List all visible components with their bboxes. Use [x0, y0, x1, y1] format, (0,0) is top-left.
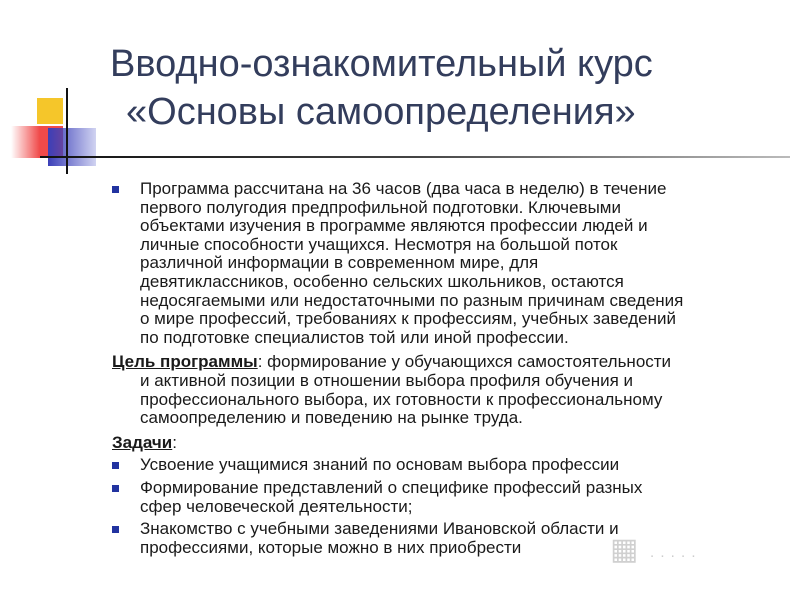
intro-line: о мире профессий, требованиях к профессиям, учебных заведений [140, 309, 676, 329]
task-line: сфер человеческой деятельности; [140, 496, 413, 516]
slide-title-line-1: Вводно-ознакомительный курс [110, 43, 653, 85]
goal-line: и активной позиции в отношении выбора профиля обучения и [140, 370, 634, 390]
intro-paragraph [140, 180, 782, 347]
bullet-square-icon [112, 186, 119, 193]
task-item [112, 456, 782, 475]
intro-bullet [112, 180, 782, 347]
intro-line: по подготовке специалистов той или иной профессии. [140, 327, 569, 347]
tasks-colon: : [172, 432, 177, 452]
bullet-square-icon [112, 462, 119, 469]
task-line: Формирование представлений о специфике профессий разных [140, 477, 643, 497]
intro-line: личные способности учащихся. Несмотря на большой поток [140, 234, 618, 254]
presentation-watermark-icon: ▦ [610, 533, 640, 566]
intro-line: объектами изучения в программе являются профессии людей и [140, 216, 648, 236]
intro-line: девятиклассников, особенно сельских школьников, остаются [140, 271, 624, 291]
task-text [140, 479, 782, 516]
tasks-label: Задачи [112, 432, 173, 452]
slide-title [110, 40, 770, 136]
intro-line: Программа рассчитана на 36 часов (два часа в неделю) в течение [140, 179, 667, 198]
decor-yellow-square [37, 98, 63, 124]
bullet-square-icon [112, 526, 119, 533]
tasks-heading [112, 434, 782, 453]
title-divider-line [40, 156, 790, 158]
intro-line: различной информации в современном мире, для [140, 253, 539, 273]
watermark-text: . . . . . [650, 544, 697, 561]
bullet-square-icon [112, 485, 119, 492]
task-line: Усвоение учащимися знаний по основам выбора профессии [140, 455, 620, 475]
goal-line: профессионального выбора, их готовности к профессиональному [140, 389, 663, 409]
slide-title-line-2: «Основы самоопределения» [126, 91, 636, 133]
goal-paragraph [112, 353, 782, 427]
watermark [600, 524, 770, 570]
goal-line: формирование у обучающихся самостоятельности [262, 352, 672, 372]
task-line: профессиями, которые можно в них приобрести [140, 537, 522, 557]
goal-colon: : [257, 352, 263, 372]
goal-line: самоопределению и поведению на рынке труда. [140, 408, 523, 428]
intro-line: первого полугодия предпрофильной подготовки. Ключевыми [140, 197, 621, 217]
slide-body [112, 180, 782, 557]
task-line: Знакомство с учебными заведениями Ивановской области и [140, 519, 619, 539]
task-item [112, 479, 782, 516]
decor-vertical-line [66, 88, 68, 174]
intro-line: недосягаемыми или недостаточными по разным причинам сведения [140, 290, 684, 310]
task-text [140, 456, 782, 475]
decor-blue-square [48, 128, 96, 166]
goal-label: Цель программы [112, 352, 258, 372]
